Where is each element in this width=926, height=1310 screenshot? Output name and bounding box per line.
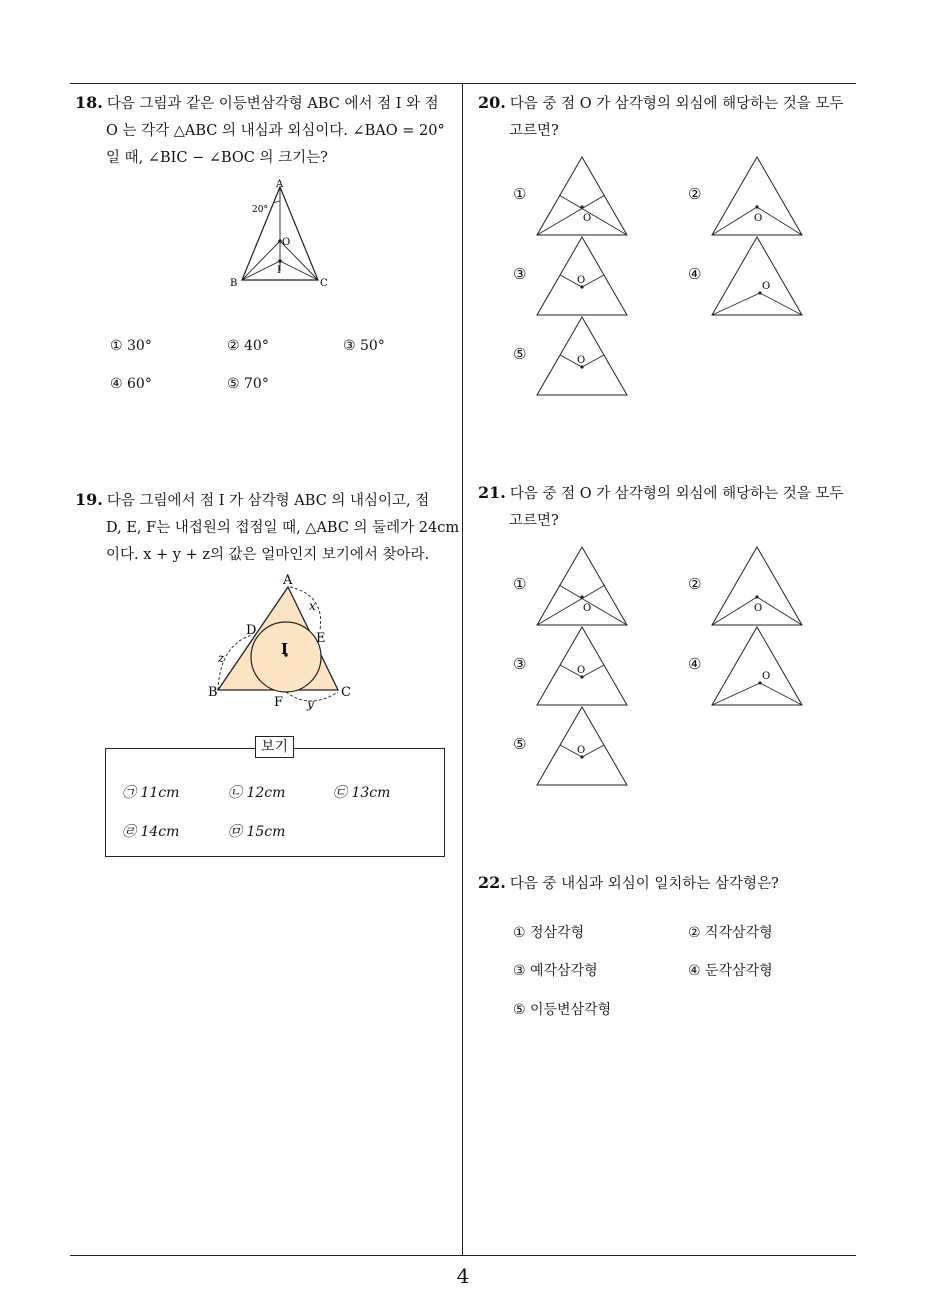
o-label: O: [577, 275, 586, 286]
bogi-choice-4[interactable]: ㉣ 14cm: [122, 824, 180, 840]
choice-2[interactable]: ② 직각삼각형: [688, 925, 773, 941]
label-A: A: [283, 573, 293, 588]
choice-4[interactable]: ④ 60°: [110, 376, 152, 392]
o-label: O: [583, 603, 592, 614]
q21-triangle-4: [710, 625, 805, 710]
q19-figure: [200, 570, 360, 715]
option-marker-1[interactable]: ①: [513, 575, 527, 593]
question-number: 18.: [75, 93, 103, 112]
option-marker-3[interactable]: ③: [513, 265, 527, 283]
choice-1[interactable]: ① 30°: [110, 338, 152, 354]
o-label: O: [762, 671, 771, 682]
label-B: B: [208, 685, 218, 700]
question-text-line: 다음 중 점 O 가 삼각형의 외심에 해당하는 것을 모두: [509, 486, 844, 502]
o-label: O: [577, 745, 586, 756]
label-O: O: [282, 237, 291, 248]
question-text-line: 다음 그림과 같은 이등변삼각형 ABC 에서 점 I 와 점: [106, 96, 439, 112]
choice-3[interactable]: ③ 50°: [343, 338, 385, 354]
label-F: F: [274, 695, 284, 710]
bottom-rule: [70, 1255, 856, 1256]
q20-triangle-2: [710, 155, 805, 240]
o-label: O: [577, 665, 586, 676]
question-22: [478, 869, 863, 898]
angle-label: 20°: [252, 205, 268, 215]
q21-triangle-1: [535, 545, 630, 630]
label-C: C: [341, 685, 351, 700]
question-text-line: 고르면?: [509, 123, 559, 139]
option-marker-3[interactable]: ③: [513, 655, 527, 673]
option-marker-5[interactable]: ⑤: [513, 735, 527, 753]
label-I: I: [277, 265, 281, 276]
o-label: O: [754, 603, 763, 614]
question-number: 19.: [75, 490, 103, 509]
question-text-line: O 는 각각 △ABC 의 내심과 외심이다. ∠BAO = 20°: [106, 123, 445, 139]
q20-triangle-5: [535, 315, 630, 400]
top-rule: [70, 83, 856, 84]
choice-3[interactable]: ③ 예각삼각형: [513, 963, 598, 979]
label-D: D: [246, 623, 257, 638]
question-text-line: 다음 그림에서 점 I 가 삼각형 ABC 의 내심이고, 점: [106, 493, 430, 509]
bogi-choice-1[interactable]: ㉠ 11cm: [122, 785, 180, 801]
question-18: [75, 89, 460, 172]
question-number: 21.: [478, 483, 506, 502]
option-marker-4[interactable]: ④: [688, 265, 702, 283]
label-x: x: [309, 599, 316, 613]
question-text-line: 다음 중 점 O 가 삼각형의 외심에 해당하는 것을 모두: [509, 96, 844, 112]
q18-figure: [225, 175, 340, 290]
q20-triangle-4: [710, 235, 805, 320]
option-marker-2[interactable]: ②: [688, 185, 702, 203]
option-marker-4[interactable]: ④: [688, 655, 702, 673]
question-text-line: 이다. x + y + z의 값은 얼마인지 보기에서 찾아라.: [106, 547, 430, 563]
option-marker-2[interactable]: ②: [688, 575, 702, 593]
bogi-choice-2[interactable]: ㉡ 12cm: [228, 785, 286, 801]
choice-5[interactable]: ⑤ 70°: [227, 376, 269, 392]
choice-4[interactable]: ④ 둔각삼각형: [688, 963, 773, 979]
choice-2[interactable]: ② 40°: [227, 338, 269, 354]
page-number: 4: [456, 1264, 470, 1288]
label-I: I: [281, 640, 289, 658]
o-label: O: [577, 355, 586, 366]
question-number: 22.: [478, 873, 506, 892]
question-19: [75, 486, 460, 569]
question-number: 20.: [478, 93, 506, 112]
q21-triangle-2: [710, 545, 805, 630]
o-label: O: [754, 213, 763, 224]
label-E: E: [316, 631, 326, 646]
label-B: B: [230, 278, 238, 289]
question-text-line: D, E, F는 내접원의 접점일 때, △ABC 의 둘레가 24cm: [106, 520, 460, 536]
question-21: [478, 479, 863, 535]
q21-triangle-3: [535, 625, 630, 710]
label-z: z: [218, 651, 225, 665]
question-20: [478, 89, 863, 145]
o-label: O: [762, 281, 771, 292]
question-text-line: 일 때, ∠BIC − ∠BOC 의 크기는?: [106, 150, 328, 166]
option-marker-5[interactable]: ⑤: [513, 345, 527, 363]
label-y: y: [307, 697, 314, 711]
label-C: C: [320, 278, 328, 289]
label-A: A: [276, 179, 284, 190]
o-label: O: [583, 213, 592, 224]
bogi-choice-3[interactable]: ㉢ 13cm: [333, 785, 391, 801]
q20-triangle-1: [535, 155, 630, 240]
choice-5[interactable]: ⑤ 이등변삼각형: [513, 1002, 612, 1018]
bogi-choice-5[interactable]: ㉤ 15cm: [228, 824, 286, 840]
choice-1[interactable]: ① 정삼각형: [513, 925, 585, 941]
bogi-label: 보기: [255, 736, 294, 758]
q21-triangle-5: [535, 705, 630, 790]
option-marker-1[interactable]: ①: [513, 185, 527, 203]
question-text-line: 다음 중 내심과 외심이 일치하는 삼각형은?: [509, 876, 779, 892]
q20-triangle-3: [535, 235, 630, 320]
column-divider: [462, 83, 463, 1256]
question-text-line: 고르면?: [509, 513, 559, 529]
